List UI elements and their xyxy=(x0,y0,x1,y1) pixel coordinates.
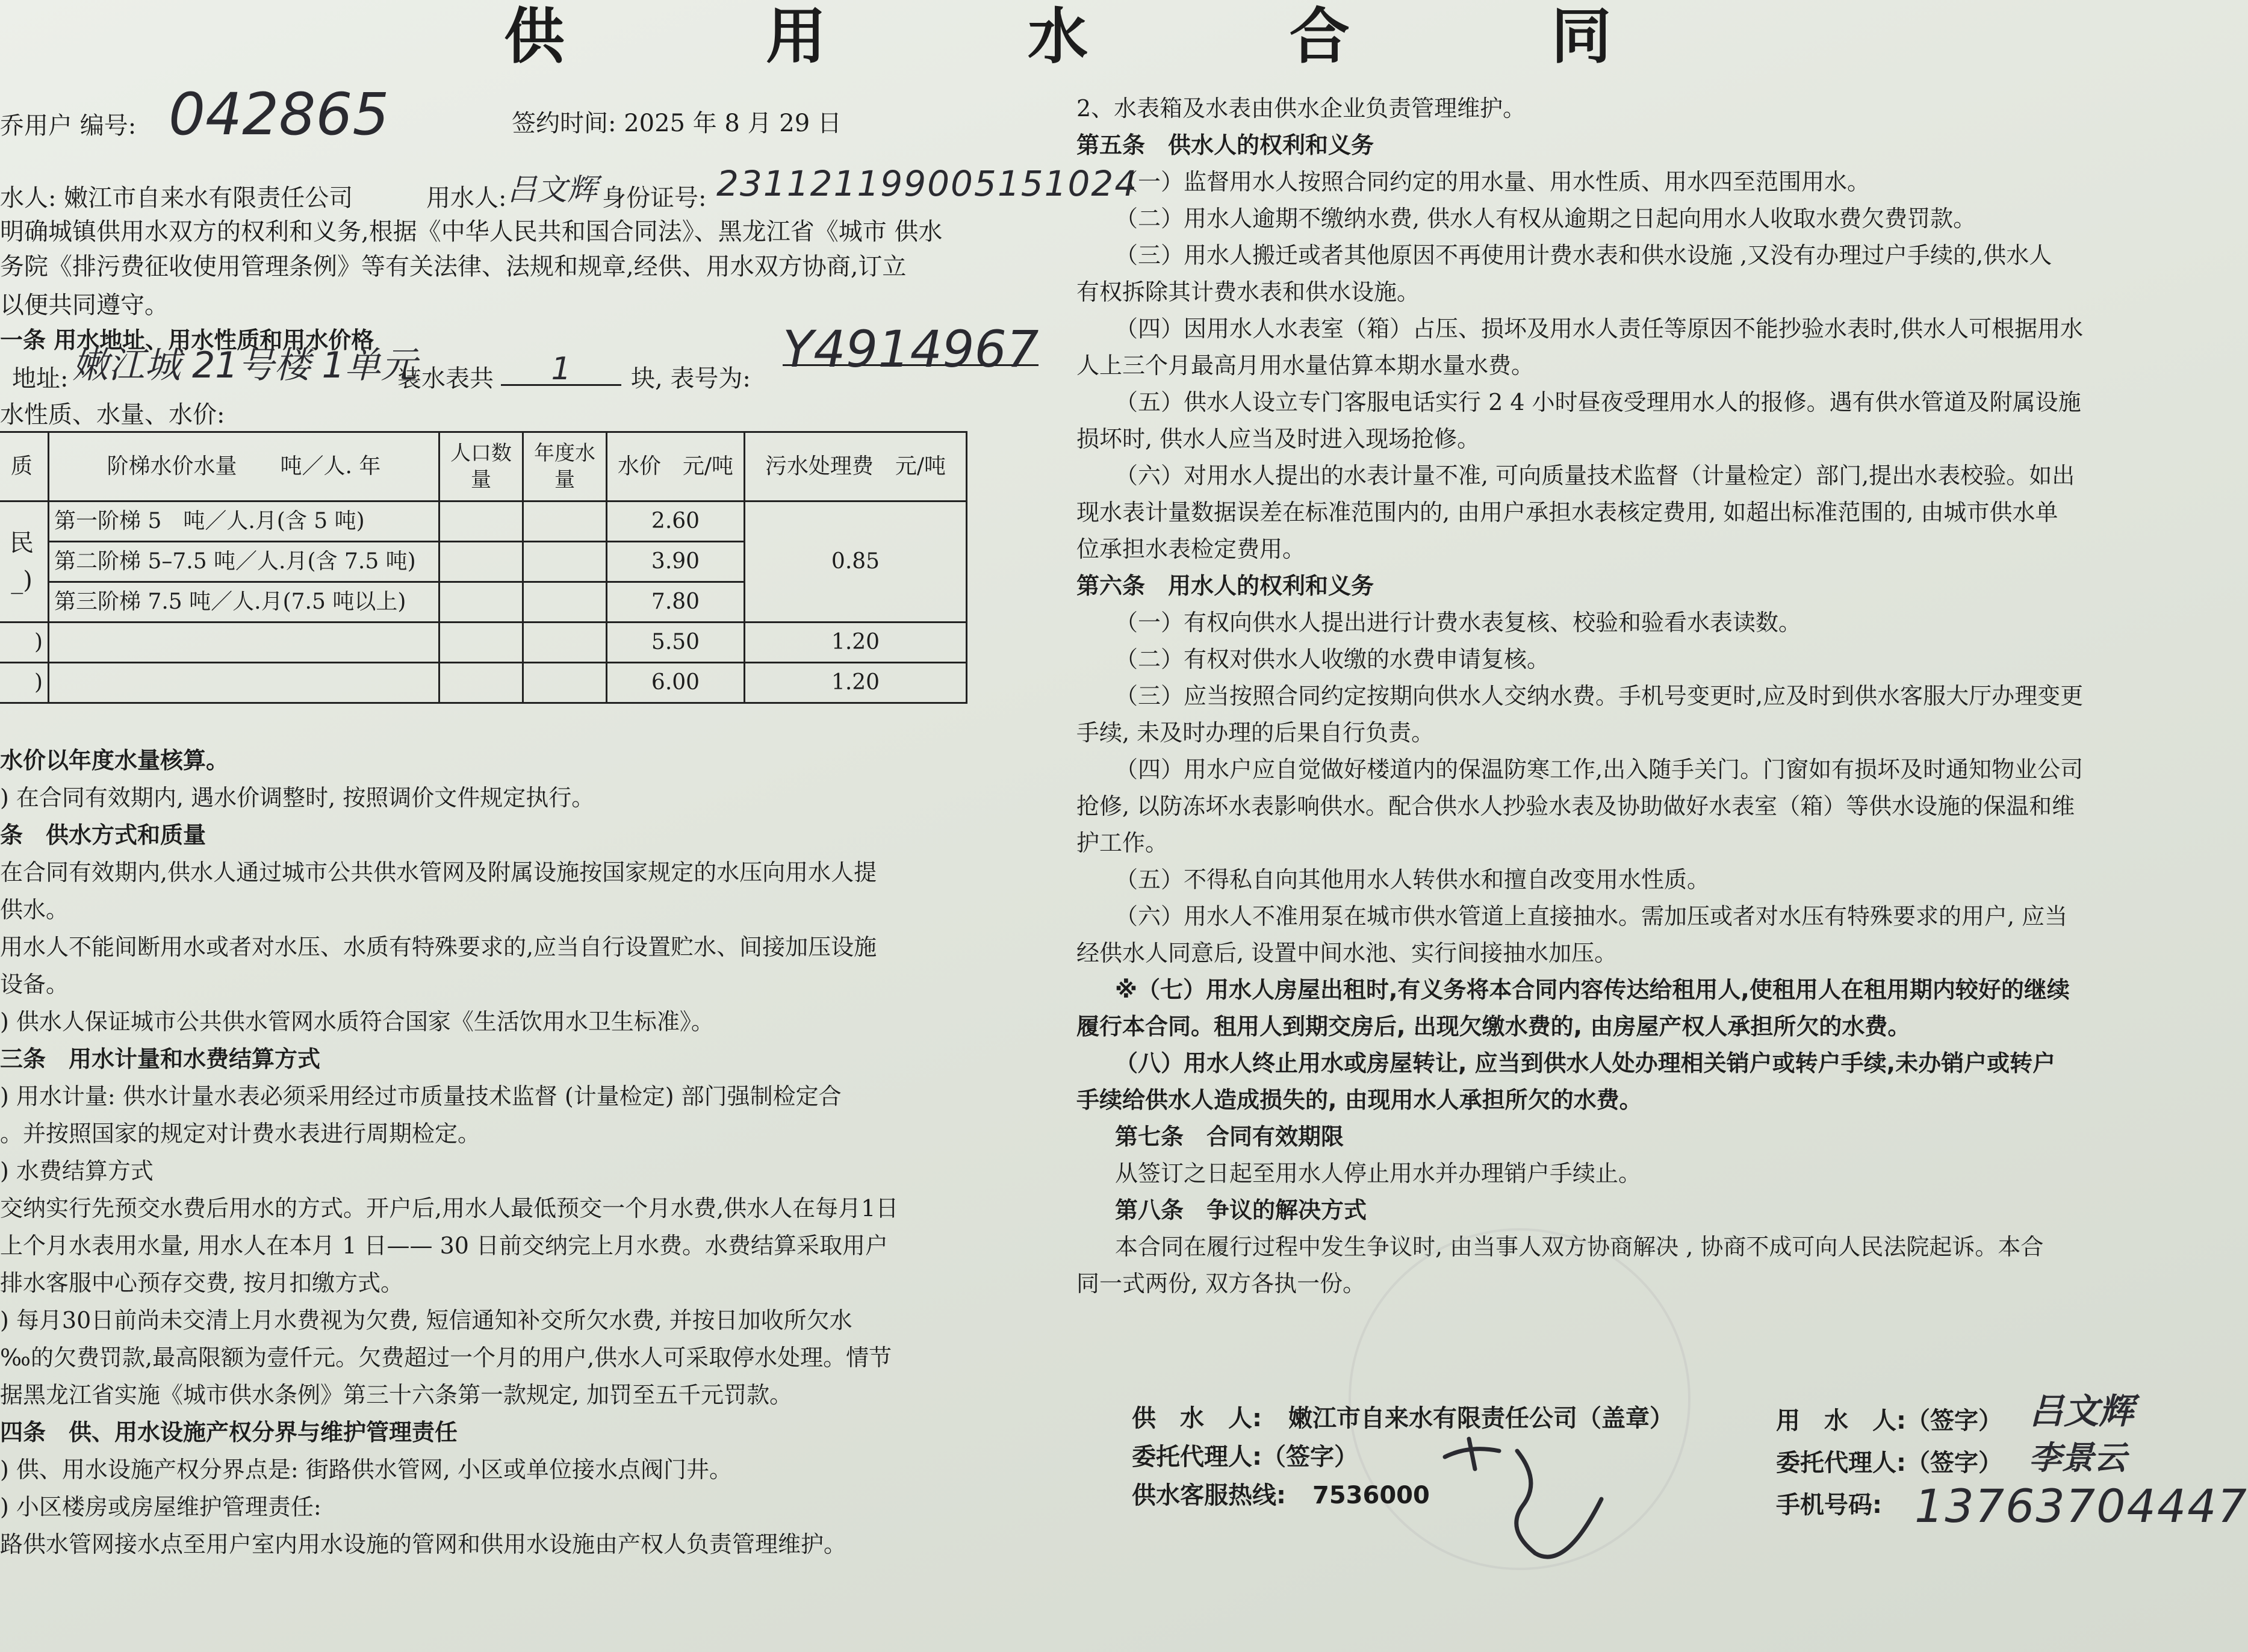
tier2-price: 3.90 xyxy=(607,542,745,582)
preamble-line-3: 以便共同遵守。 xyxy=(0,291,169,319)
row4-sewage: 1.20 xyxy=(745,623,967,663)
right-body-line: （四）用水户应自觉做好楼道内的保温防寒工作,出入随手关门。门窗如有损坏及时通知物业公司 xyxy=(1115,756,2084,783)
id-label: 身份证号: xyxy=(602,184,707,212)
left-body-line: 排水客服中心预存交费, 按月扣缴方式。 xyxy=(0,1270,404,1296)
left-body-line: 在合同有效期内,供水人通过城市公共供水管网及附属设施按国家规定的水压向用水人提 xyxy=(0,859,877,886)
right-body-line: 同一式两份, 双方各执一份。 xyxy=(1076,1270,1366,1297)
account-label: 乔用户 编号: xyxy=(0,112,137,140)
article1-heading: 一条 用水地址、用水性质和用水价格 xyxy=(0,327,374,353)
right-body-line: 从签订之日起至用水人停止用水并办理销户手续止。 xyxy=(1115,1160,1642,1187)
right-body-line: 经供水人同意后, 设置中间水池、实行间接抽水加压。 xyxy=(1076,940,1618,966)
right-body-line: 第六条 用水人的权利和义务 xyxy=(1076,573,1374,599)
phone-label: 手机号码: xyxy=(1776,1491,1882,1519)
right-column xyxy=(1076,90,2196,1302)
tier2-label: 第二阶梯 5–7.5 吨／人.月(含 7.5 吨) xyxy=(49,542,439,582)
right-body-line: 第五条 供水人的权利和义务 xyxy=(1076,132,1374,158)
right-body-line: 手续给供水人造成损失的, 由现用水人承担所欠的水费。 xyxy=(1076,1087,1642,1113)
user-label: 用水人: xyxy=(426,184,507,212)
right-body-line: 人上三个月最高月用水量估算本期水量水费。 xyxy=(1076,352,1535,379)
left-body-line: ‰的欠费罚款,最高限额为壹仟元。欠费超过一个月的用户,供水人可采取停水处理。情节 xyxy=(0,1344,892,1371)
right-body-line: 2、水表箱及水表由供水企业负责管理维护。 xyxy=(1076,95,1526,122)
left-body-line: 。并按照国家的规定对计费水表进行周期检定。 xyxy=(0,1120,481,1147)
left-body-line: 供水。 xyxy=(0,896,69,923)
meter-number-handwritten: Y4914967 xyxy=(783,320,1039,379)
user-signature-handwritten: 吕文辉 xyxy=(2029,1391,2134,1432)
right-body-line: 本合同在履行过程中发生争议时, 由当事人双方协商解决 , 协商不成可向人民法院起诉。本合 xyxy=(1115,1234,2044,1260)
right-body-line: （六）对用水人提出的水表计量不准, 可向质量技术监督（计量检定）部门,提出水表校验。如出 xyxy=(1115,462,2075,489)
preamble-line-1: 明确城镇供用水双方的权利和义务,根据《中华人民共和国合同法》、黑龙江省《城市 供水 xyxy=(0,218,943,246)
left-body-line: 路供水管网接水点至用户室内用水设施的管网和供用水设施由产权人负责管理维护。 xyxy=(0,1531,847,1557)
right-body-line: 第七条 合同有效期限 xyxy=(1115,1123,1344,1150)
right-body-line: （八）用水人终止用水或房屋转让, 应当到供水人处办理相关销户或转户手续,未办销户或转户 xyxy=(1115,1050,2056,1076)
th-sewage: 污水处理费 元/吨 xyxy=(745,432,967,502)
row5-category: ) xyxy=(0,663,49,703)
nature-line: 水性质、水量、水价: xyxy=(0,401,225,429)
right-body-line: （三）用水人搬迁或者其他原因不再使用计费水表和供水设施 ,又没有办理过户手续的,供水人 xyxy=(1115,242,2052,269)
right-body-line: 手续, 未及时办理的后果自行负责。 xyxy=(1076,719,1435,746)
left-body-line: 上个月水表用水量, 用水人在本月 1 日—— 30 日前交纳完上月水费。水费结算采取用户 xyxy=(0,1232,889,1259)
price-table xyxy=(0,431,967,704)
address-label: 地址: xyxy=(12,365,69,393)
right-body-line: （二）有权对供水人收缴的水费申请复核。 xyxy=(1115,646,1550,672)
row5-sewage: 1.20 xyxy=(745,663,967,703)
user-name-handwritten: 吕文辉 xyxy=(507,172,597,207)
left-body-line: ) 水费结算方式 xyxy=(0,1158,154,1184)
row4-price: 5.50 xyxy=(607,623,745,663)
user-agent-label: 委托代理人:（签字） xyxy=(1776,1449,2002,1477)
left-body-line: 设备。 xyxy=(0,971,69,998)
right-body-line: （一）有权向供水人提出进行计费水表复核、校验和验看水表读数。 xyxy=(1115,609,1802,636)
right-body-line: （六）用水人不准用泵在城市供水管道上直接抽水。需加压或者对水压有特殊要求的用户, 应当 xyxy=(1115,903,2068,930)
right-body-line: （五）供水人设立专门客服电话实行 2 4 小时昼夜受理用水人的报修。遇有供水管道及附属设施 xyxy=(1115,389,2081,415)
tier3-label: 第三阶梯 7.5 吨／人.月(7.5 吨以上) xyxy=(49,582,439,623)
row5-price: 6.00 xyxy=(607,663,745,703)
left-body-line: 条 供水方式和质量 xyxy=(0,822,206,848)
right-body-line: （二）用水人逾期不缴纳水费, 供水人有权从逾期之日起向用水人收取水费欠费罚款。 xyxy=(1115,205,1976,232)
phone-number-handwritten: 13763704447 xyxy=(1914,1479,2248,1533)
right-body-line: 第八条 争议的解决方式 xyxy=(1115,1197,1367,1223)
th-population: 人口数量 xyxy=(439,432,523,502)
th-price: 水价 元/吨 xyxy=(607,432,745,502)
right-body-line: 位承担水表检定费用。 xyxy=(1076,536,1306,562)
sign-date: 签约时间: 2025 年 8 月 29 日 xyxy=(512,110,842,137)
right-body-line: （三）应当按照合同约定按期向供水人交纳水费。手机号变更时,应及时到供水客服大厅办理变更 xyxy=(1115,683,2084,709)
row4-category: ) xyxy=(0,623,49,663)
right-body-line: 现水表计量数据误差在标准范围内的, 由用户承担水表核定费用, 如超出标准范围的, 由城市供水单 xyxy=(1076,499,2058,526)
id-number-handwritten: 231121199005151024 xyxy=(716,163,1138,204)
left-body xyxy=(0,742,987,1563)
hotline-number: 7536000 xyxy=(1312,1482,1430,1509)
th-tier: 阶梯水价水量 吨／人. 年 xyxy=(49,432,439,502)
right-body-line: 抢修, 以防冻坏水表影响供水。配合供水人抄验水表及协助做好水表室（箱）等供水设施的保温和维 xyxy=(1076,793,2075,819)
th-annual-volume: 年度水量 xyxy=(523,432,607,502)
left-body-line: ) 供、用水设施产权分界点是: 街路供水管网, 小区或单位接水点阀门井。 xyxy=(0,1456,732,1483)
right-body-line: ※（七）用水人房屋出租时,有义务将本合同内容传达给租用人,使租用人在租用期内较好的继续 xyxy=(1115,977,2070,1003)
right-body-line: 损坏时, 供水人应当及时进入现场抢修。 xyxy=(1076,426,1480,452)
right-body-line: （四）因用水人水表室（箱）占压、损坏及用水人责任等原因不能抄验水表时,供水人可根据用水 xyxy=(1115,315,2084,342)
right-body-line: 护工作。 xyxy=(1076,830,1169,856)
hotline-label: 供水客服热线: xyxy=(1132,1482,1286,1509)
right-body-line: （一）监督用水人按照合同约定的用水量、用水性质、用水四至范围用水。 xyxy=(1115,169,1871,195)
left-body-line: ) 小区楼房或房屋维护管理责任: xyxy=(0,1494,321,1520)
supplier-signature xyxy=(1433,1433,1625,1577)
right-body-line: （五）不得私自向其他用水人转供水和擅自改变用水性质。 xyxy=(1115,866,1710,893)
meter-count: 1 xyxy=(501,354,621,386)
resident-sewage: 0.85 xyxy=(745,502,967,623)
left-body-line: ) 用水计量: 供水计量水表必须采用经过市质量技术监督 (计量检定) 部门强制检定合 xyxy=(0,1083,842,1110)
right-body-line: 履行本合同。租用人到期交房后, 出现欠缴水费的, 由房屋产权人承担所欠的水费。 xyxy=(1076,1013,1911,1040)
user-sign-label: 用 水 人:（签字） xyxy=(1776,1407,2002,1435)
supplier-label: 供 水 人: xyxy=(1132,1405,1262,1432)
right-body-line: 有权拆除其计费水表和供水设施。 xyxy=(1076,279,1420,305)
tier1-price: 2.60 xyxy=(607,502,745,542)
th-nature: 质 xyxy=(0,432,49,502)
supplier-agent: 委托代理人:（签字） xyxy=(1132,1443,1358,1471)
supplier-name: 嫩江市自来水有限责任公司（盖章） xyxy=(1288,1405,1674,1432)
left-body-line: 用水人不能间断用水或者对水压、水质有特殊要求的,应当自行设置贮水、间接加压设施 xyxy=(0,934,877,960)
left-body-line: ) 每月30日前尚未交清上月水费视为欠费, 短信通知补交所欠水费, 并按日加收所欠水 xyxy=(0,1307,852,1334)
supplier-line: 水人: 嫩江市自来水有限责任公司 xyxy=(0,184,353,212)
left-body-line: 三条 用水计量和水费结算方式 xyxy=(0,1046,321,1072)
tier3-price: 7.80 xyxy=(607,582,745,623)
category-resident: 民 _) xyxy=(0,502,49,623)
left-body-line: 交纳实行先预交水费后用水的方式。开户后,用水人最低预交一个月水费,供水人在每月1日 xyxy=(0,1195,899,1222)
account-number: 042865 xyxy=(169,81,390,148)
contract-title: 供 用 水 合 同 xyxy=(504,1,1702,72)
address-handwritten: 嫩江城 21号楼 1单元 xyxy=(72,344,417,387)
user-agent-signature: 李景云 xyxy=(2029,1439,2126,1477)
left-body-line: ) 在合同有效期内, 遇水价调整时, 按照调价文件规定执行。 xyxy=(0,784,595,811)
preamble-line-2: 务院《排污费征收使用管理条例》等有关法律、法规和规章,经供、用水双方协商,订立 xyxy=(0,253,907,281)
meter-no-label: 块, 表号为: xyxy=(631,365,751,393)
left-body-line: 水价以年度水量核算。 xyxy=(0,747,229,774)
left-body-line: ) 供水人保证城市公共供水管网水质符合国家《生活饮用水卫生标准》。 xyxy=(0,1008,714,1035)
tier1-label: 第一阶梯 5 吨／人.月(含 5 吨) xyxy=(49,502,439,542)
left-body-line: 据黑龙江省实施《城市供水条例》第三十六条第一款规定, 加罚至五千元罚款。 xyxy=(0,1382,793,1408)
left-body-line: 四条 供、用水设施产权分界与维护管理责任 xyxy=(0,1419,458,1446)
meter-label: 装水表共 xyxy=(397,365,494,393)
